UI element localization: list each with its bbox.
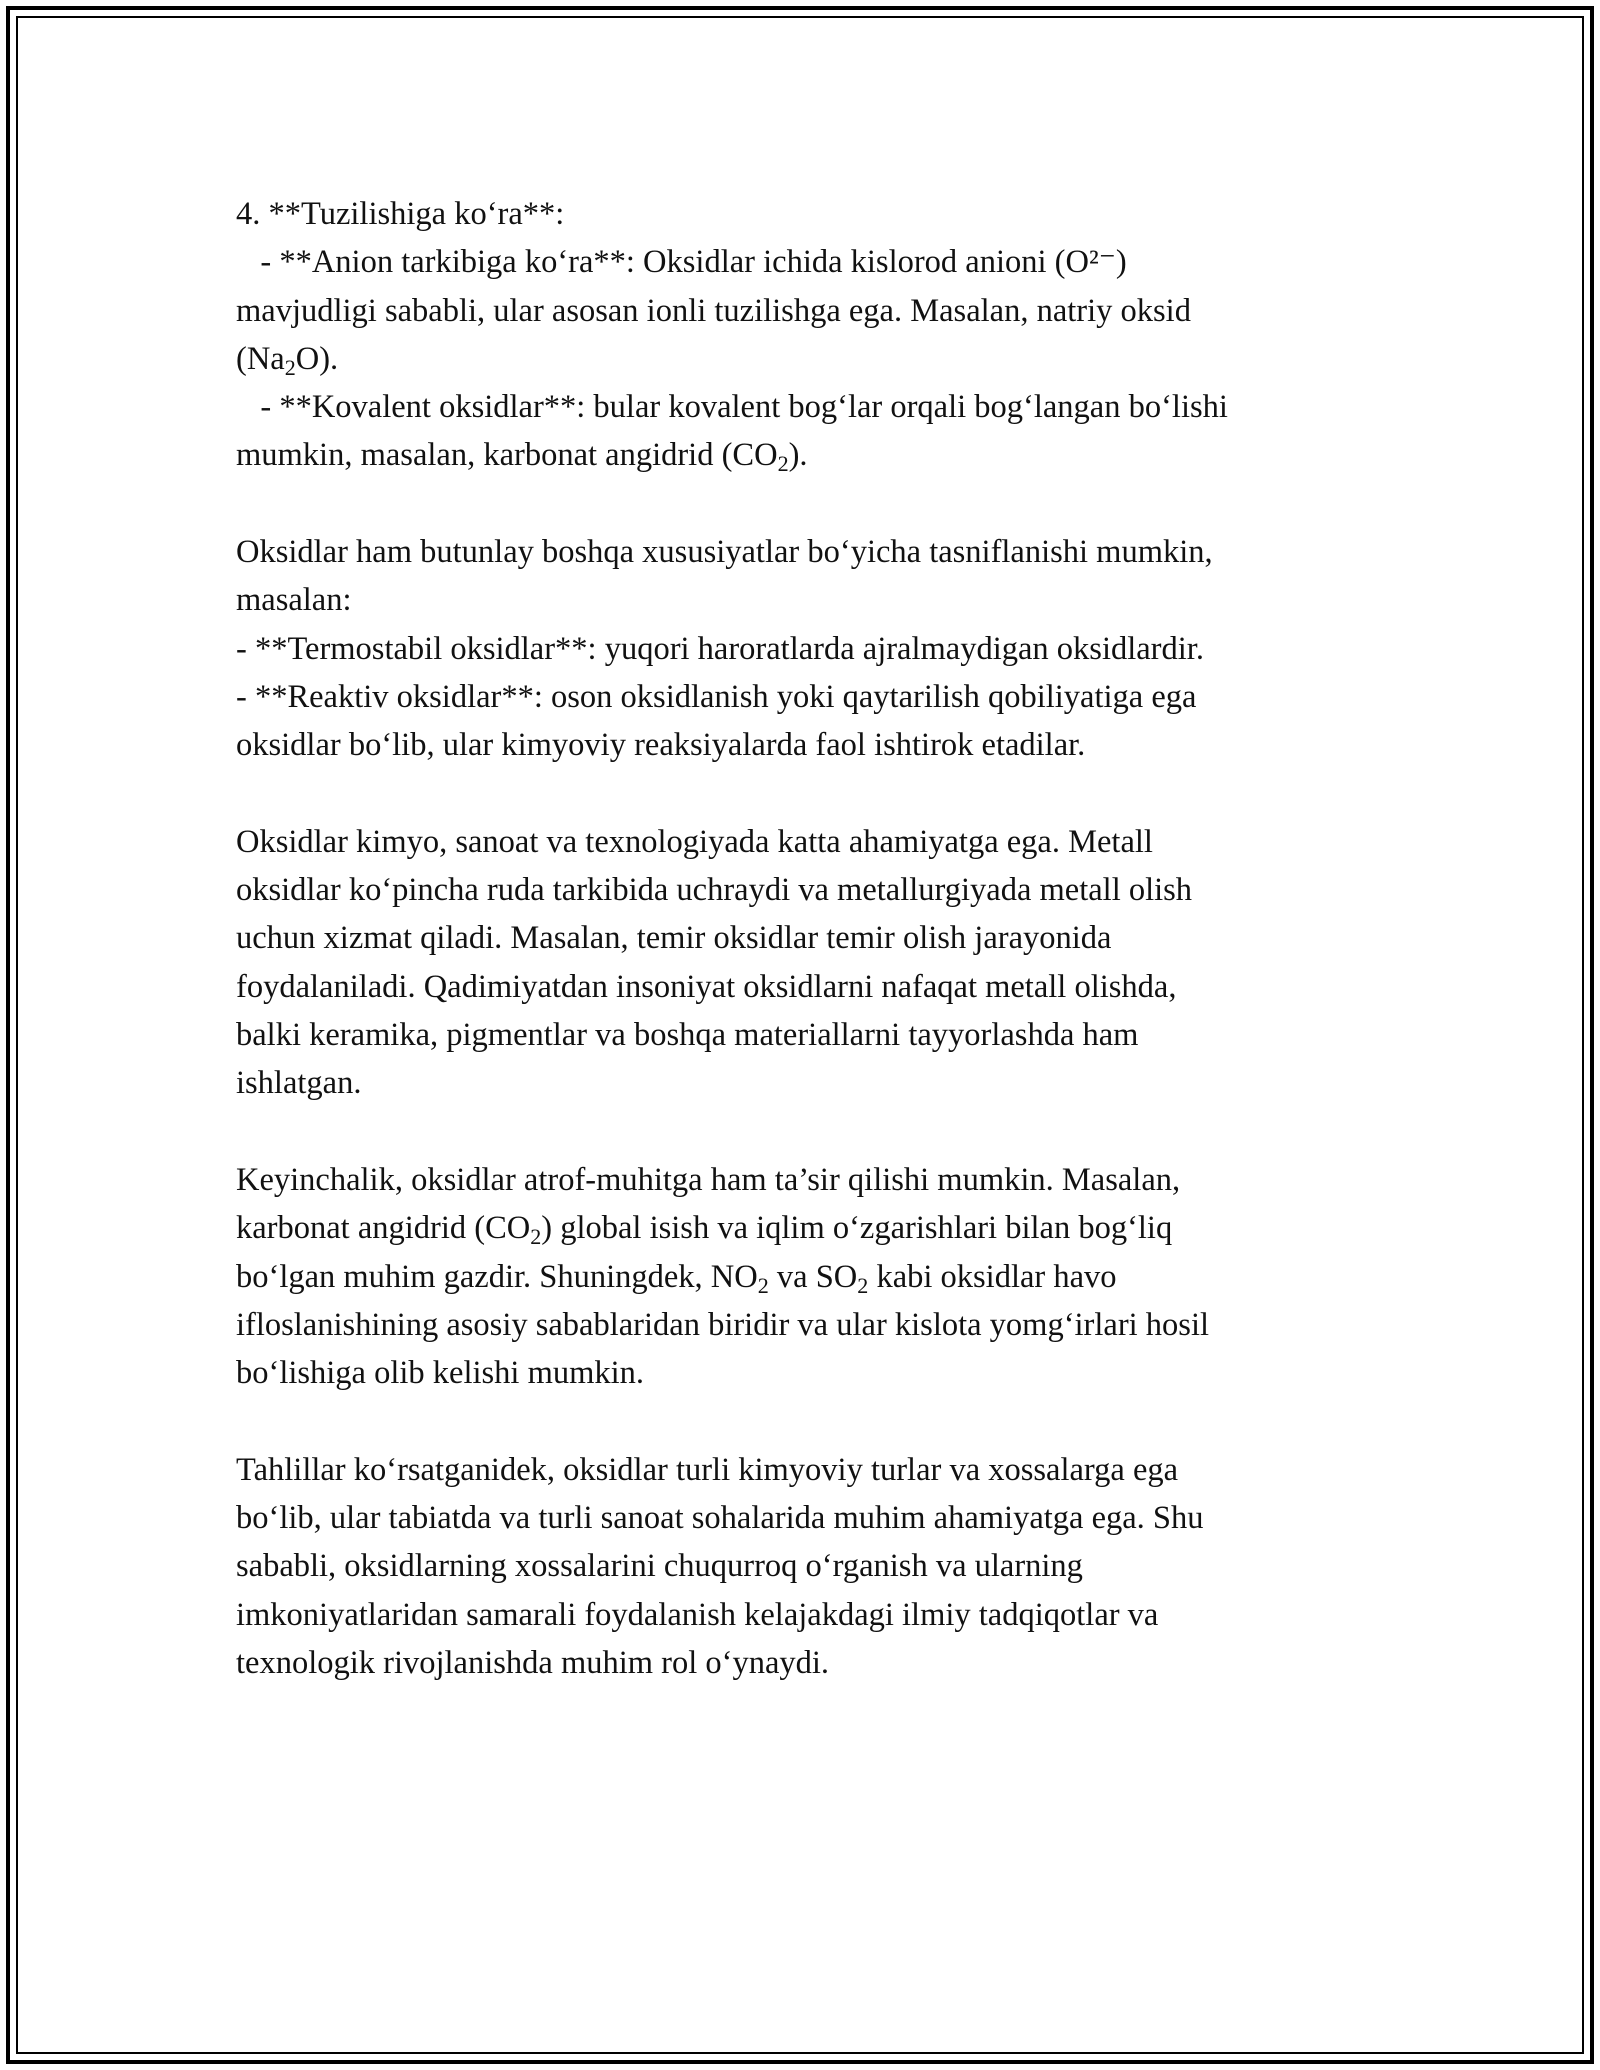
text-segment: kabi oksidlar havo <box>868 1258 1117 1295</box>
text-line: Tahlillar ko‘rsatganidek, oksidlar turli kimyoviy turlar va xossalarga ega <box>236 1451 1179 1488</box>
text-line: Oksidlar ham butunlay boshqa xususiyatlar bo‘yicha tasniflanishi mumkin, <box>236 534 1213 571</box>
text-line: foydalaniladi. Qadimiyatdan insoniyat oksidlarni nafaqat metall olishda, <box>236 968 1177 1005</box>
text-segment: bo‘lgan muhim gazdir. Shuningdek, NO <box>236 1258 758 1295</box>
text-line: oksidlar bo‘lib, ular kimyoviy reaksiyalarda faol ishtirok etadilar. <box>236 727 1086 764</box>
text-segment: (Na <box>236 340 285 377</box>
text-segment: karbonat angidrid (CO <box>236 1210 531 1247</box>
text-line: 4. **Tuzilishiga ko‘ra**: <box>236 196 565 232</box>
text-line <box>236 431 1366 479</box>
document-body <box>236 190 1366 1687</box>
subscript: 2 <box>757 1272 769 1298</box>
paragraph-spacer <box>236 1108 1366 1156</box>
text-line: - **Anion tarkibiga ko‘ra**: Oksidlar ichida kislorod anioni (O²⁻) <box>236 244 1127 281</box>
subscript: 2 <box>777 451 789 477</box>
text-line: texnologik rivojlanishda muhim rol o‘ynaydi. <box>236 1644 830 1681</box>
text-line: masalan: <box>236 582 352 619</box>
text-line: ifloslanishining asosiy sabablaridan biridir va ular kislota yomg‘irlari hosil <box>236 1306 1210 1343</box>
text-segment: ). <box>788 437 808 474</box>
text-line: mavjudligi sababli, ular asosan ionli tuzilishga ega. Masalan, natriy oksid <box>236 292 1191 329</box>
text-line: - **Kovalent oksidlar**: bular kovalent bog‘lar orqali bog‘langan bo‘lishi <box>236 389 1228 426</box>
text-line: sababli, oksidlarning xossalarini chuqurroq o‘rganish va ularning <box>236 1548 1083 1585</box>
text-segment: mumkin, masalan, karbonat angidrid (CO <box>236 437 778 474</box>
text-segment: O). <box>295 340 339 377</box>
text-line: oksidlar ko‘pincha ruda tarkibida uchraydi va metallurgiyada metall olish <box>236 872 1193 909</box>
subscript: 2 <box>284 355 296 381</box>
text-line: - **Termostabil oksidlar**: yuqori haroratlarda ajralmaydigan oksidlardir. <box>236 630 1204 667</box>
text-line: bo‘lishiga olib kelishi mumkin. <box>236 1355 645 1392</box>
text-line: Keyinchalik, oksidlar atrof-muhitga ham ta’sir qilishi mumkin. Masalan, <box>236 1161 1181 1198</box>
subscript: 2 <box>530 1224 542 1250</box>
paragraph-spacer <box>236 1397 1366 1445</box>
paragraph-spacer <box>236 770 1366 818</box>
text-line: imkoniyatlaridan samarali foydalanish kelajakdagi ilmiy tadqiqotlar va <box>236 1596 1159 1633</box>
paragraph-spacer <box>236 480 1366 528</box>
text-line <box>236 1253 1366 1301</box>
text-line <box>236 335 1366 383</box>
text-line: balki keramika, pigmentlar va boshqa materiallarni tayyorlashda ham <box>236 1017 1139 1054</box>
text-line: uchun xizmat qiladi. Masalan, temir oksidlar temir olish jarayonida <box>236 920 1112 957</box>
text-line <box>236 1204 1366 1252</box>
subscript: 2 <box>857 1272 869 1298</box>
text-line: bo‘lib, ular tabiatda va turli sanoat sohalarida muhim ahamiyatga ega. Shu <box>236 1500 1204 1537</box>
text-line: ishlatgan. <box>236 1065 362 1102</box>
text-segment: ) global isish va iqlim o‘zgarishlari bilan bog‘liq <box>541 1210 1173 1247</box>
text-line: Oksidlar kimyo, sanoat va texnologiyada katta ahamiyatga ega. Metall <box>236 823 1153 860</box>
text-line: - **Reaktiv oksidlar**: oson oksidlanish yoki qaytarilish qobiliyatiga ega <box>236 678 1197 715</box>
text-segment: va SO <box>768 1258 858 1295</box>
